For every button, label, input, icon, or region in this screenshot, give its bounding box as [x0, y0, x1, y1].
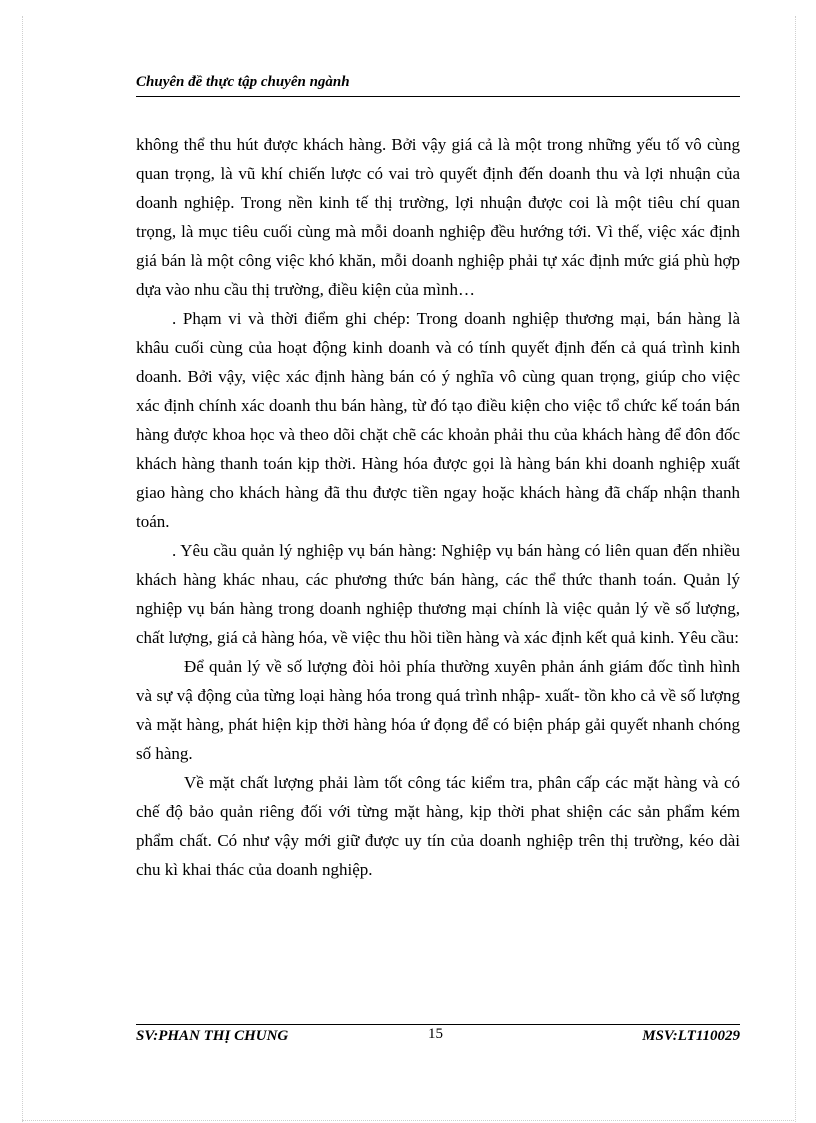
page-bottom-edge — [22, 1120, 794, 1121]
document-body — [136, 130, 740, 884]
page-number: 15 — [428, 1026, 443, 1042]
header-rule — [136, 96, 740, 97]
paragraph-5: Về mặt chất lượng phải làm tốt công tác kiểm tra, phân cấp các mặt hàng và có chế độ bảo quản riêng đối với từng mặt hàng, kịp thời phat shiện các sản phẩm kém phẩm chất. Có như vậy mới giữ được uy tín của doanh nghiệp trên thị trường, kéo dài chu kì khai thác của doanh nghiệp. — [136, 773, 740, 879]
paragraph-1: không thể thu hút được khách hàng. Bởi vậy giá cả là một trong những yếu tố vô cùng quan trọng, là vũ khí chiến lược có vai trò quyết định đến doanh thu và lợi nhuận của doanh nghiệp. Trong nền kinh tế thị trường, lợi nhuận được coi là một tiêu chí quan trọng, là mục tiêu cuối cùng mà mỗi doanh nghiệp đều hướng tới. Vì thế, việc xác định giá bán là một công việc khó khăn, mỗi doanh nghiệp phải tự xác định mức giá phù hợp dựa vào nhu cầu thị trường, điều kiện của mình… — [136, 135, 740, 299]
paragraph-4: Để quản lý về số lượng đòi hỏi phía thường xuyên phản ánh giám đốc tình hình và sự vậ động của từng loại hàng hóa trong quá trình nhập- xuất- tồn kho cả về số lượng và mặt hàng, phát hiện kịp thời hàng hóa ứ đọng để có biện pháp gải quyết nhanh chóng số hàng. — [136, 657, 740, 763]
paragraph-3: . Yêu cầu quản lý nghiệp vụ bán hàng: Nghiệp vụ bán hàng có liên quan đến nhiều khách hàng khác nhau, các phương thức bán hàng, các thể thức thanh toán. Quản lý nghiệp vụ bán hàng trong doanh nghiệp thương mại chính là việc quản lý về số lượng, chất lượng, giá cả hàng hóa, về việc thu hồi tiền hàng và xác định kết quả kinh. Yêu cầu: — [136, 541, 740, 647]
paragraph-2: . Phạm vi và thời điểm ghi chép: Trong doanh nghiệp thương mại, bán hàng là khâu cuối cùng của hoạt động kinh doanh và có tính quyết định đến cả quá trình kinh doanh. Bởi vậy, việc xác định hàng bán có ý nghĩa vô cùng quan trọng, giúp cho việc xác định chính xác doanh thu bán hàng, từ đó tạo điều kiện cho việc tổ chức kế toán bán hàng được khoa học và theo dõi chặt chẽ các khoản phải thu của khách hàng để đôn đốc khách hàng thanh toán kịp thời. Hàng hóa được gọi là hàng bán khi doanh nghiệp xuất giao hàng cho khách hàng đã thu được tiền ngay hoặc khách hàng đã chấp nhận thanh toán. — [136, 309, 740, 531]
footer-student-id: MSV:LT110029 — [642, 1028, 740, 1044]
footer-rule — [136, 1024, 740, 1025]
running-header: Chuyên đề thực tập chuyên ngành — [136, 74, 350, 90]
footer-student-name: SV:PHAN THỊ CHUNG — [136, 1028, 289, 1044]
